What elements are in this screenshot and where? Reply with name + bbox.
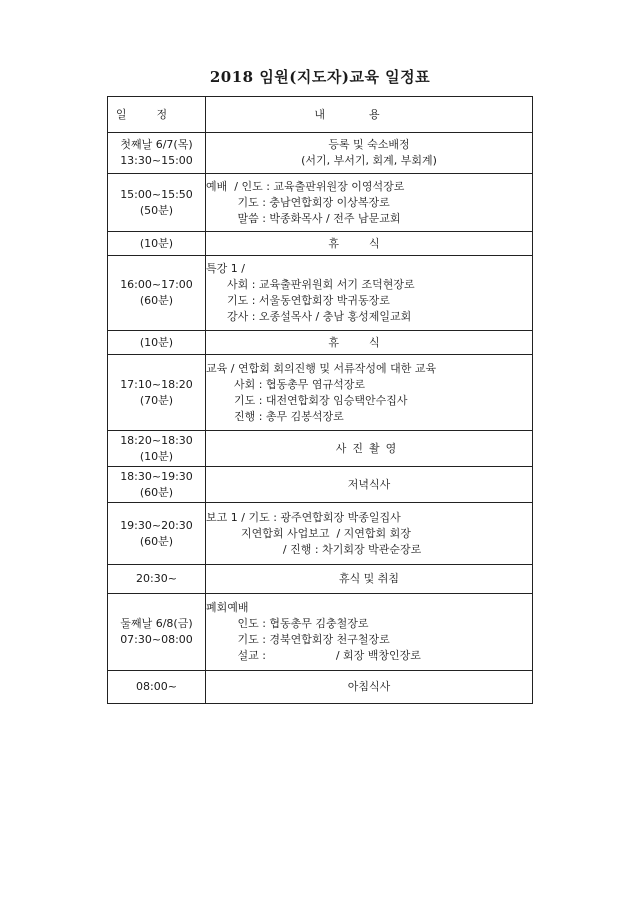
table-row (108, 232, 533, 256)
table-row (108, 431, 533, 467)
table-row (108, 503, 533, 565)
table-row (108, 671, 533, 704)
schedule-content: 보고 1 / 기도 : 광주연합회장 박종일집사 지연합회 사업보고 / 지연합회 회장 / 진행 : 차기회장 박관순장로 (206, 503, 533, 565)
schedule-content: 아침식사 (206, 671, 533, 704)
header-schedule: 일정 (108, 97, 206, 133)
page-title: 2018 임원(지도자)교육 일정표 (209, 68, 431, 86)
table-row (108, 174, 533, 232)
schedule-time: 18:30~19:30 (60분) (108, 467, 206, 503)
table-row (108, 133, 533, 174)
schedule-content: 폐회예배 인도 : 협동총무 김충철장로 기도 : 경북연합회장 천구철장로 설교 : / 회장 백창인장로 (206, 594, 533, 671)
schedule-content: 특강 1 / 사회 : 교육출판위원회 서기 조덕현장로 기도 : 서울동연합회장 박귀동장로 강사 : 오종설목사 / 충남 홍성제일교회 (206, 256, 533, 331)
schedule-content: 저녁식사 (206, 467, 533, 503)
schedule-time: 19:30~20:30 (60분) (108, 503, 206, 565)
schedule-content: 등록 및 숙소배정 (서기, 부서기, 회계, 부회계) (206, 133, 533, 174)
table-row (108, 467, 533, 503)
table-row (108, 331, 533, 355)
table-row (108, 256, 533, 331)
schedule-content: 예배 / 인도 : 교육출판위원장 이영석장로 기도 : 충남연합회장 이상복장로 말씀 : 박종화목사 / 전주 남문교회 (206, 174, 533, 232)
schedule-time: 20:30~ (108, 565, 206, 594)
schedule-time: 08:00~ (108, 671, 206, 704)
schedule-content: 휴식 (206, 331, 533, 355)
schedule-time: (10분) (108, 232, 206, 256)
schedule-content: 휴식 및 취침 (206, 565, 533, 594)
schedule-content: 사진촬영 (206, 431, 533, 467)
table-header-row (108, 97, 533, 133)
schedule-time: 둘째날 6/8(금) 07:30~08:00 (108, 594, 206, 671)
schedule-time: 16:00~17:00 (60분) (108, 256, 206, 331)
schedule-time: 첫째날 6/7(목) 13:30~15:00 (108, 133, 206, 174)
schedule-table (107, 96, 533, 704)
table-row (108, 594, 533, 671)
schedule-content: 휴식 (206, 232, 533, 256)
table-row (108, 355, 533, 431)
schedule-time: 17:10~18:20 (70분) (108, 355, 206, 431)
schedule-content: 교육 / 연합회 회의진행 및 서류작성에 대한 교육 사회 : 협동총무 염규석장로 기도 : 대전연합회장 임승택안수집사 진행 : 총무 김봉석장로 (206, 355, 533, 431)
schedule-time: 18:20~18:30 (10분) (108, 431, 206, 467)
table-row (108, 565, 533, 594)
schedule-time: 15:00~15:50 (50분) (108, 174, 206, 232)
header-content: 내용 (206, 97, 533, 133)
schedule-time: (10분) (108, 331, 206, 355)
